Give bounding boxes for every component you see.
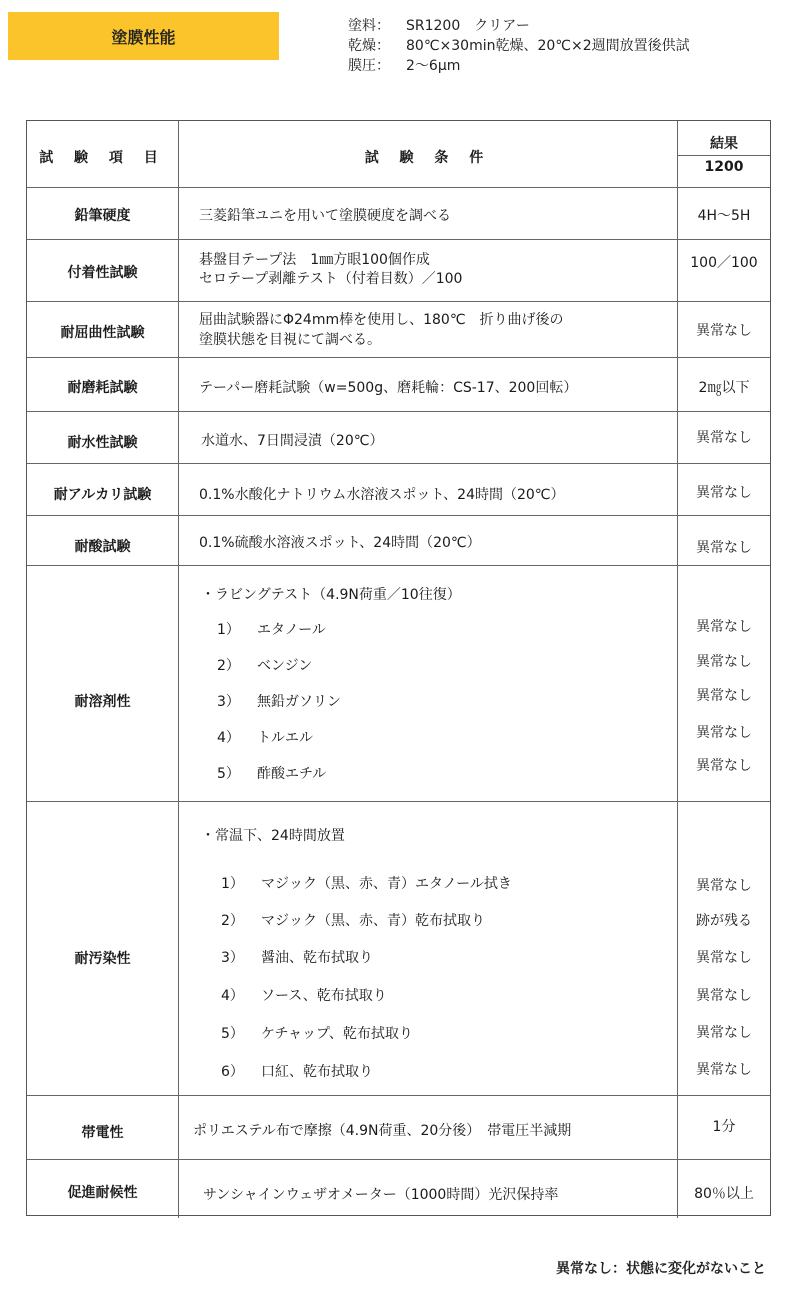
condition-text: 0.1%水酸化ナトリウム水溶液スポット、24時間（20℃）: [199, 487, 565, 503]
section-title-text: 塗膜性能: [111, 27, 176, 47]
condition-text: ポリエステル布で摩擦（4.9N荷重、20分後） 帯電圧半減期: [193, 1123, 572, 1139]
sub-text: エタノール: [257, 622, 326, 638]
result-text: 異常なし: [696, 1062, 752, 1078]
condition-text: 屈曲試験器にΦ24mm棒を使用し、180℃ 折り曲げ後の: [199, 312, 564, 328]
sub-condition: [217, 691, 341, 711]
sub-text: ベンジン: [257, 658, 313, 674]
result-text: 異常なし: [696, 878, 752, 894]
sub-condition: [217, 619, 326, 639]
sub-text: トルエル: [257, 730, 313, 746]
table-row: [27, 301, 770, 358]
result-text: 異常なし: [696, 950, 752, 966]
sub-condition: [217, 655, 312, 675]
sub-number: 2）: [221, 913, 244, 929]
sub-text: 醤油、乾布拭取り: [261, 950, 373, 966]
condition-text: セロテープ剥離テスト（付着目数）／100: [199, 271, 463, 287]
sub-condition: [221, 1023, 413, 1043]
spec-label: 膜圧：: [348, 58, 390, 74]
item-name: 耐水性試験: [67, 435, 138, 451]
sub-number: 3）: [217, 694, 240, 710]
table-row-solvent: [27, 565, 770, 802]
item-name: 付着性試験: [67, 265, 138, 281]
condition-text: 三菱鉛筆ユニを用いて塗膜硬度を調べる: [199, 208, 451, 224]
condition-text: サンシャインウェザオメーター（1000時間）光沢保持率: [203, 1187, 559, 1203]
table-row: [27, 239, 770, 302]
item-name: 耐溶剤性: [74, 694, 131, 710]
sub-number: 6）: [221, 1064, 244, 1080]
item-name: 帯電性: [81, 1125, 124, 1141]
result-text: 異常なし: [696, 485, 752, 501]
table-row: [27, 357, 770, 412]
sub-text: ケチャップ、乾布拭取り: [261, 1026, 413, 1042]
spec-value: 2～6μm: [406, 58, 461, 74]
sub-condition: [221, 985, 387, 1005]
header-divider: [678, 155, 770, 156]
table-row: [27, 411, 770, 464]
item-name: 鉛筆硬度: [74, 208, 131, 224]
condition-intro: ・ラビングテスト（4.9N荷重／10往復）: [201, 587, 461, 603]
spec-thickness: [348, 56, 690, 76]
footnote: 異常なし：状態に変化がないこと: [556, 1261, 766, 1277]
sub-number: 1）: [217, 622, 240, 638]
result-text: 4H～5H: [697, 208, 751, 224]
sub-text: マジック（黒、赤、青）乾布拭取り: [261, 913, 485, 929]
item-name: 耐磨耗試験: [67, 380, 138, 396]
sub-number: 4）: [221, 988, 244, 1004]
table-row: [27, 1159, 770, 1218]
header-result: 結果: [710, 136, 738, 152]
sub-text: 酢酸エチル: [257, 766, 327, 782]
section-title: [8, 12, 279, 60]
result-text: 1分: [712, 1119, 736, 1135]
result-text: 跡が残る: [696, 913, 752, 929]
header-condition-cell: [179, 121, 678, 187]
table-row: [27, 1095, 770, 1160]
sub-number: 5）: [217, 766, 240, 782]
result-text: 異常なし: [696, 988, 752, 1004]
sub-text: マジック（黒、赤、青）エタノール拭き: [261, 876, 512, 892]
spec-block: [348, 16, 690, 76]
spec-paint: [348, 16, 690, 36]
sub-number: 1）: [221, 876, 244, 892]
result-text: 異常なし: [696, 430, 752, 446]
result-text: 異常なし: [696, 688, 752, 704]
condition-text: 0.1%硫酸水溶液スポット、24時間（20℃）: [199, 535, 481, 551]
sub-condition: [217, 763, 326, 783]
table-row: [27, 515, 770, 566]
result-text: 80％以上: [694, 1186, 754, 1202]
spec-label: 塗料：: [348, 18, 390, 34]
table-header-row: [27, 121, 770, 187]
sub-text: 口紅、乾布拭取り: [261, 1064, 373, 1080]
sub-text: 無鉛ガソリン: [257, 694, 341, 710]
result-text: 異常なし: [696, 725, 752, 741]
table-row: [27, 187, 770, 240]
sub-condition: [221, 910, 485, 930]
spec-drying: [348, 36, 690, 56]
performance-table: [26, 120, 771, 1216]
condition-intro: ・常温下、24時間放置: [201, 828, 345, 844]
sub-condition: [217, 727, 313, 747]
result-text: 異常なし: [696, 1025, 752, 1041]
result-text: 異常なし: [696, 323, 752, 339]
sub-condition: [221, 873, 512, 893]
result-text: 異常なし: [696, 540, 752, 556]
sub-number: 4）: [217, 730, 240, 746]
table-row-stain: [27, 801, 770, 1096]
result-text: 異常なし: [696, 758, 752, 774]
sub-condition: [221, 947, 373, 967]
header-item: 試 験 項 目: [39, 150, 166, 166]
condition-text: 水道水、7日間浸漬（20℃）: [201, 433, 384, 449]
header-result-sub: 1200: [704, 159, 744, 175]
item-name: 耐屈曲性試験: [60, 325, 145, 341]
result-text: 異常なし: [696, 619, 752, 635]
spec-value: 80℃×30min乾燥、20℃×2週間放置後供試: [406, 38, 690, 54]
condition-text: 塗膜状態を目視にて調べる。: [199, 332, 381, 348]
condition-text: テーパー磨耗試験（w=500g、磨耗輪：CS-17、200回転）: [199, 380, 578, 396]
header-item-cell: [27, 121, 179, 187]
spec-label: 乾燥：: [348, 38, 390, 54]
sub-number: 2）: [217, 658, 240, 674]
sub-condition: [221, 1061, 373, 1081]
sub-number: 5）: [221, 1026, 244, 1042]
table-row: [27, 463, 770, 516]
header-result-cell: [678, 121, 770, 187]
spec-value: SR1200 クリアー: [406, 18, 530, 34]
item-name: 耐アルカリ試験: [53, 487, 152, 503]
item-name: 耐汚染性: [74, 951, 131, 967]
item-name: 促進耐候性: [67, 1185, 138, 1201]
sub-text: ソース、乾布拭取り: [261, 988, 387, 1004]
condition-text: 碁盤目テープ法 1㎜方眼100個作成: [199, 252, 430, 268]
item-name: 耐酸試験: [74, 539, 131, 555]
header-condition: 試 験 条 件: [364, 150, 492, 166]
sub-number: 3）: [221, 950, 244, 966]
result-text: 100／100: [690, 255, 758, 271]
result-text: 2㎎以下: [698, 380, 750, 396]
result-text: 異常なし: [696, 654, 752, 670]
